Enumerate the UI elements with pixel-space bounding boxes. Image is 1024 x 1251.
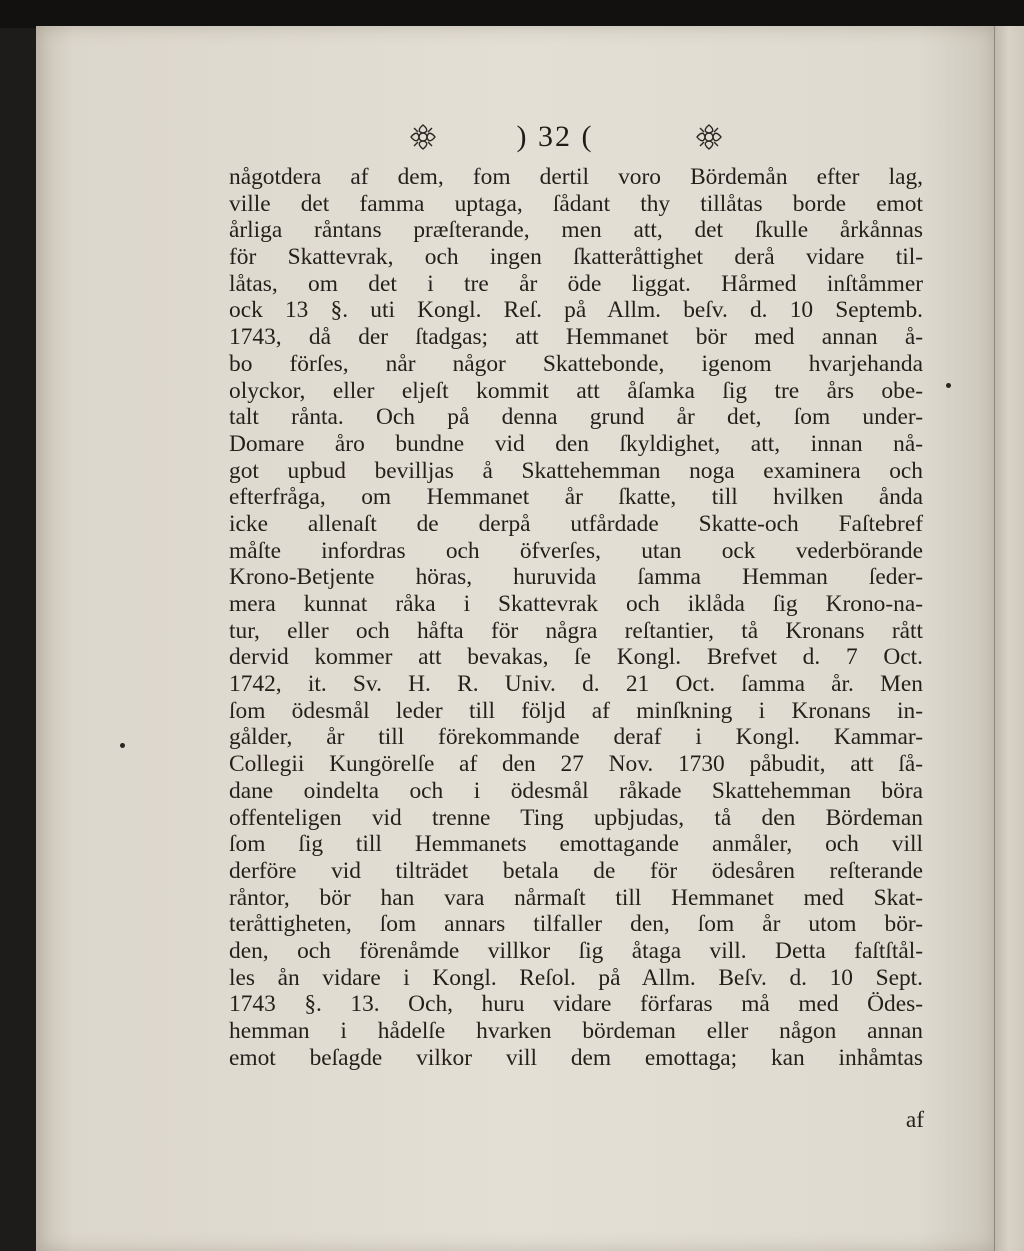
text-line: mera kunnat råka i Skattevrak och iklåda ſig Krono-na- [229, 591, 923, 617]
text-line: icke allenaſt de derpå utfårdade Skatte-och Faſtebref [229, 510, 923, 537]
text-line: dervid kommer att bevakas, ſe Kongl. Brefvet d. 7 Oct. [229, 644, 923, 671]
text-line: dane oindelta och i ödesmål råkade Skattehemman böra [229, 777, 923, 804]
catchword: af [905, 1107, 924, 1133]
text-line: emot beſagde vilkor vill dem emottaga; kan inhåmtas [229, 1044, 923, 1071]
text-line: den, och förenåmde villkor ſig åtaga vill. Detta faſtſtål- [229, 937, 923, 964]
text-line: offenteligen vid trenne Ting upbjudas, tå den Bördeman [229, 804, 923, 831]
margin-speck [946, 383, 951, 388]
text-line: teråttigheten, ſom annars tilfaller den, ſom år utom bör- [229, 911, 923, 938]
text-line: Domare åro bundne vid den ſkyldighet, att, innan nå- [229, 430, 923, 457]
text-line: låtas, om det i tre år öde liggat. Hårmed inſtåmmer [229, 270, 923, 297]
margin-speck [120, 743, 125, 748]
text-line: 1743, då der ſtadgas; att Hemmanet bör med annan å- [229, 324, 923, 351]
text-line: råntor, bör han vara nårmaſt till Hemmanet med Skat- [229, 884, 923, 911]
text-line: tur, eller och håfta för några reſtantier, tå Kronans rått [229, 617, 923, 644]
text-line: gålder, år till förekommande deraf i Kongl. Kammar- [229, 724, 923, 751]
text-line: för Skattevrak, och ingen ſkatteråttighet derå vidare til- [229, 244, 923, 271]
adjacent-page-edge [994, 26, 1024, 1251]
text-line: någotdera af dem, fom dertil voro Bördemån efter lag, [229, 164, 923, 190]
text-line: ſom ödesmål leder till följd af minſkning i Kronans in- [229, 697, 923, 724]
scan-top-edge [0, 0, 1024, 28]
text-line: 1742, it. Sv. H. R. Univ. d. 21 Oct. ſamma år. Men [229, 671, 923, 698]
page-header [36, 120, 996, 164]
text-line: talt rånta. Och på denna grund år det, ſom under- [229, 404, 923, 431]
page-number: ) 32 ( [516, 120, 594, 153]
text-line: got upbud bevilljas å Skattehemman noga examinera och [229, 457, 923, 484]
fleuron-icon [408, 122, 438, 152]
text-line: efterfråga, om Hemmanet år ſkatte, till hvilken ånda [229, 484, 923, 511]
text-line: måſte infordras och öfverſes, utan ock vederbörande [229, 537, 923, 564]
text-line: les ån vidare i Kongl. Reſol. på Allm. Beſv. d. 10 Sept. [229, 964, 923, 991]
text-line: ock 13 §. uti Kongl. Reſ. på Allm. beſv. d. 10 Septemb. [229, 297, 923, 324]
text-line: 1743 §. 13. Och, huru vidare förfaras må med Ödes- [229, 991, 923, 1018]
body-text [229, 164, 923, 1071]
text-line: bo förſes, når någor Skattebonde, igenom hvarjehanda [229, 350, 923, 377]
text-line: ville det famma uptaga, ſådant thy tillåtas borde emot [229, 190, 923, 217]
text-line: Collegii Kungörelſe af den 27 Nov. 1730 påbudit, att ſå- [229, 751, 923, 778]
fleuron-icon [694, 122, 724, 152]
text-line: Krono-Betjente höras, huruvida ſamma Hemman ſeder- [229, 564, 923, 591]
text-line: ſom ſig till Hemmanets emottagande anmåler, och vill [229, 831, 923, 858]
text-line: årliga råntans præſterande, men att, det ſkulle årkånnas [229, 217, 923, 244]
text-line: derföre vid tilträdet betala de för ödesåren reſterande [229, 857, 923, 884]
text-line: olyckor, eller eljeſt kommit att åſamka ſig tre års obe- [229, 377, 923, 404]
text-line: hemman i hådelſe hvarken bördeman eller någon annan [229, 1018, 923, 1044]
